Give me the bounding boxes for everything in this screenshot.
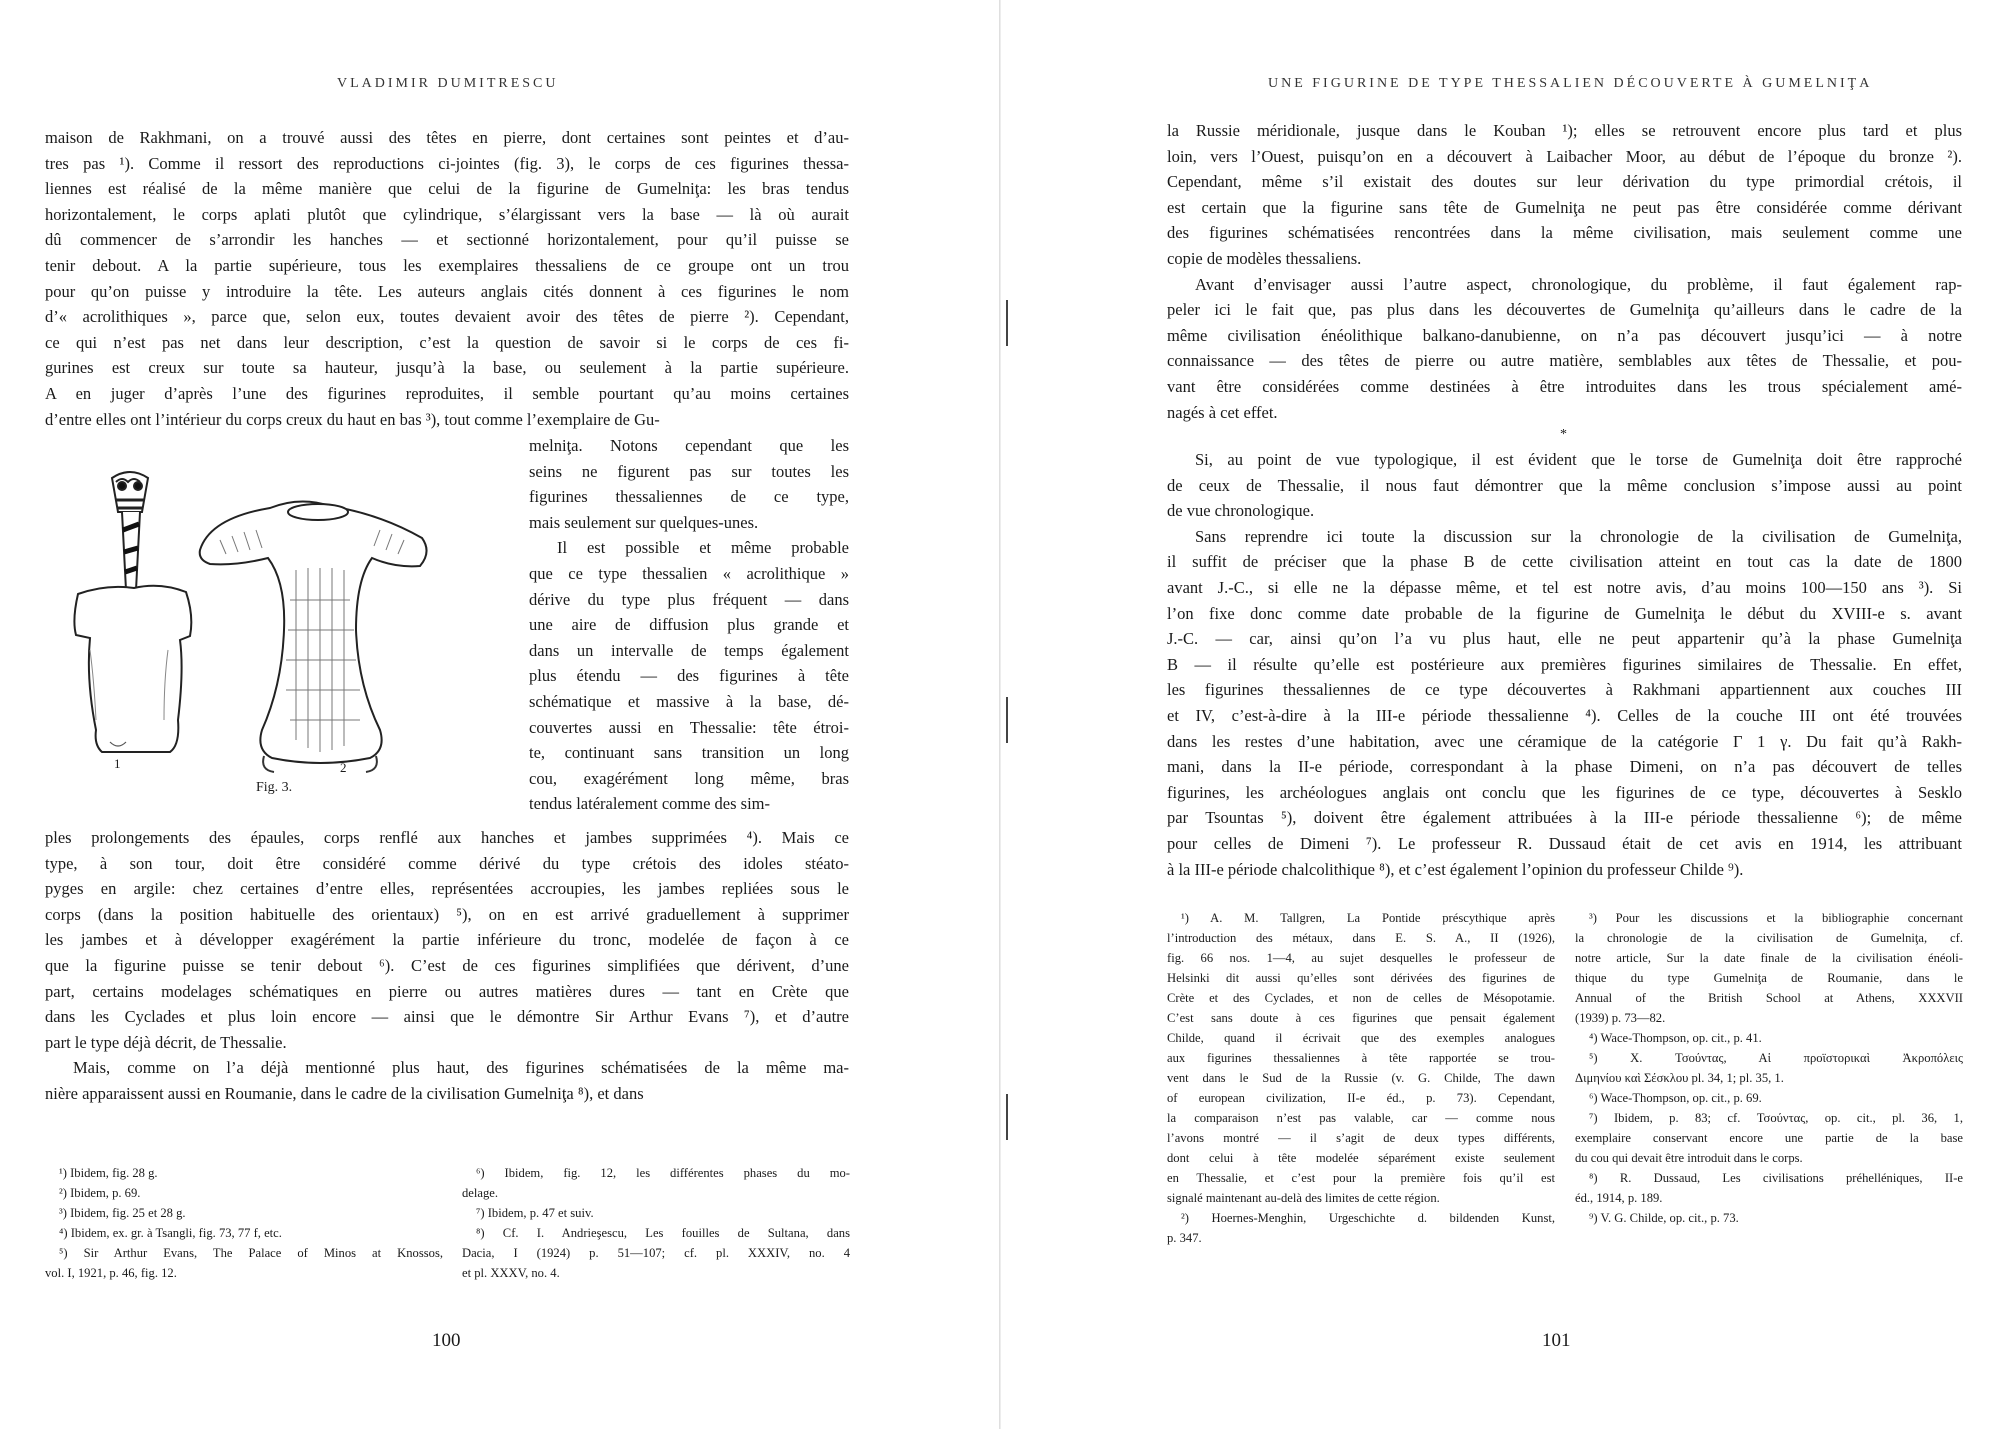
running-head-right: UNE FIGURINE DE TYPE THESSALIEN DÉCOUVERTE À GUMELNIŢA xyxy=(1268,76,1873,91)
footnote-line: la comparaison n’est pas valable, car — comme nous xyxy=(1167,1111,1555,1125)
footnote-line: ⁸) Cf. I. Andrieşescu, Les fouilles de Sultana, dans xyxy=(476,1226,850,1240)
text-line: d’entre elles ont l’intérieur du corps creux du haut en bas ³), tout comme l’exemplaire de Gu- xyxy=(45,409,660,429)
text-line: Si, au point de vue typologique, il est évident que le torse de Gumelniţa doit être rapproché xyxy=(1195,450,1962,469)
text-line: de ceux de Thessalie, il nous faut démontrer que la même conclusion s’impose aussi au point xyxy=(1167,475,1962,495)
footnote-line: ⁵) Sir Arthur Evans, The Palace of Minos at Knossos, xyxy=(59,1246,443,1260)
footnote-line: vol. I, 1921, p. 46, fig. 12. xyxy=(45,1266,177,1280)
footnote-line: ⁸) R. Dussaud, Les civilisations préhelléniques, II-e xyxy=(1589,1171,1963,1185)
text-line: corps (dans la position habituelle des orientaux) ⁵), on en est arrivé graduellement à supprimer xyxy=(45,904,849,924)
footnote-line: aux figurines thessaliennes à tête rapportée se trou- xyxy=(1167,1051,1555,1065)
footnote-line: Crète et des Cyclades, et non de celles de Mésopotamie. xyxy=(1167,991,1555,1005)
text-line: cou, exagérément long même, bras xyxy=(529,768,849,788)
text-line: Avant d’envisager aussi l’autre aspect, chronologique, du problème, il faut également rap- xyxy=(1195,274,1962,294)
footnote-line: C’est sans doute à ces figurines que pensait également xyxy=(1167,1011,1555,1025)
text-line: Sans reprendre ici toute la discussion sur la chronologie de la civilisation de Gumelniţa, xyxy=(1195,526,1962,546)
text-line: l’on fixe donc comme date probable de la figurine de Gumelniţa le début du XVIII-e s. avant xyxy=(1167,603,1962,623)
figurine-drawings xyxy=(50,460,520,790)
text-line: nière apparaissent aussi en Roumanie, dans le cadre de la civilisation Gumelniţa ⁸), et dans xyxy=(45,1083,644,1103)
footnote-line: Annual of the British School at Athens, XXXVII xyxy=(1575,991,1963,1005)
text-line: que ce type thessalien « acrolithique » xyxy=(529,563,849,583)
figure-label-1: 1 xyxy=(114,756,121,771)
footnote-line: éd., 1914, p. 189. xyxy=(1575,1191,1663,1205)
text-line: tendus latéralement comme des sim- xyxy=(529,794,771,814)
footnote-line: ⁶) Ibidem, fig. 12, les différentes phases du mo- xyxy=(476,1166,850,1180)
text-line: copie de modèles thessaliens. xyxy=(1167,248,1362,268)
footnote-line: notre article, Sur la date finale de la civilisation énéoli- xyxy=(1575,951,1963,965)
footnote-line: ⁹) V. G. Childe, op. cit., p. 73. xyxy=(1589,1211,1739,1225)
footnote-line: ¹) Ibidem, fig. 28 g. xyxy=(59,1166,158,1180)
footnote-line: ⁵) X. Τσούντας, Αἱ προϊστορικαὶ Ἀκροπόλεις xyxy=(1589,1051,1963,1065)
footnote-line: l’avons montré — il s’agit de deux types différents, xyxy=(1167,1131,1555,1145)
text-line: type, à son tour, doit être considéré comme dérivé du type crétois des idoles stéato- xyxy=(45,853,849,873)
text-line: te, continuant sans transition un long xyxy=(529,743,849,763)
footnote-line: ³) Pour les discussions et la bibliographie concernant xyxy=(1589,911,1963,925)
text-line: part, certains modelages schématiques en pierre ou autres matières dures — tant en Crète que xyxy=(45,981,849,1001)
footnote-line: (1939) p. 73—82. xyxy=(1575,1011,1666,1025)
text-line: dérive du type plus fréquent — dans xyxy=(529,589,849,609)
footnote-line: thique du type Gumelniţa de Roumanie, dans le xyxy=(1575,971,1963,985)
text-line: figurines thessaliennes de ce type, xyxy=(529,487,849,507)
text-line: est certain que la figurine sans tête de Gumelniţa ne peut pas être considérée comme dérivant xyxy=(1167,197,1962,217)
right-text-bottom xyxy=(1167,447,1962,882)
figure-3 xyxy=(50,460,520,790)
text-line: par Tsountas ⁵), doivent être également attribuées à la III-e période thessalienne ⁶); de même xyxy=(1167,808,1962,828)
text-line: tres pas ¹). Comme il ressort des reproductions ci-jointes (fig. 3), le corps de ces figurines thessa- xyxy=(45,153,849,173)
page-number-right: 101 xyxy=(1542,1330,1571,1351)
footnote-line: ⁶) Wace-Thompson, op. cit., p. 69. xyxy=(1589,1091,1762,1105)
text-line: que la figurine puisse se tenir debout ⁶). C’est de ces figurines simplifiées que dérivent, d’une xyxy=(45,955,849,975)
text-line: A en juger d’après l’une des figurines reproduites, il semble pourtant qu’au moins certaines xyxy=(45,383,849,403)
text-line: B — il résulte qu’elle est postérieure aux premières figurines similaires de Thessalie. En effet, xyxy=(1167,654,1962,674)
footnote-line: ²) Ibidem, p. 69. xyxy=(59,1186,141,1200)
text-line: les figurines thessaliennes de ce type découvertes à Rakhmani appartiennent aux couches III xyxy=(1167,680,1962,700)
text-line: la Russie méridionale, jusque dans le Kouban ¹); elles se retrouvent encore plus tard et plus xyxy=(1167,121,1962,140)
footnote-line: fig. 66 nos. 1—4, au sujet desquelles le professeur de xyxy=(1167,951,1555,965)
text-line: d’« acrolithiques », parce que, selon eux, toutes devaient avoir des têtes de pierre ²). Cependant, xyxy=(45,307,849,327)
text-line: part le type déjà décrit, de Thessalie. xyxy=(45,1032,287,1052)
footnote-line: la chronologie de la civilisation de Gumelniţa, cf. xyxy=(1575,931,1963,945)
figure-caption: Fig. 3. xyxy=(256,780,293,795)
text-line: pour qu’on puisse y introduire la tête. Les auteurs anglais cités donnent à ces figurines le nom xyxy=(45,281,849,301)
text-line: plus étendu — des figurines à tête xyxy=(529,666,849,686)
text-line: ce qui n’est pas net dans leur description, c’est la question de savoir si le corps de ces fi- xyxy=(45,332,849,352)
text-line: seins ne figurent pas sur toutes les xyxy=(529,461,849,481)
footnote-line: dont celui à tête modelée séparément existe seulement xyxy=(1167,1151,1555,1165)
footnote-line: ⁷) Ibidem, p. 83; cf. Τσούντας, op. cit., pl. 36, 1, xyxy=(1589,1111,1963,1125)
footnote-line: exemplaire conservant encore une partie de la base xyxy=(1575,1131,1963,1145)
footnote-line: Helsinki dit aussi qu’elles sont dérivées des figurines de xyxy=(1167,971,1555,985)
text-line: gurines est creux sur toute sa hauteur, jusqu’à la base, ou seulement à la partie supérieure. xyxy=(45,358,849,378)
text-line: Mais, comme on l’a déjà mentionné plus haut, des figurines schématisées de la même ma- xyxy=(73,1058,849,1078)
page-number-left: 100 xyxy=(432,1330,461,1351)
text-line: à la III-e période chalcolithique ⁸), et c’est également l’opinion du professeur Childe ⁹). xyxy=(1167,859,1744,879)
footnote-line: delage. xyxy=(462,1186,499,1200)
footnote-line: vent dans le Sud de la Russie (v. G. Childe, The dawn xyxy=(1167,1071,1555,1085)
text-line: mani, dans la II-e période, correspondant à la phase Dimeni, on n’a pas découvert de telles xyxy=(1167,757,1962,777)
left-footnotes-1 xyxy=(45,1163,443,1283)
footnote-line: p. 347. xyxy=(1167,1231,1202,1245)
right-text-top xyxy=(1167,118,1962,425)
text-line: ples prolongements des épaules, corps renflé aux hanches et jambes supprimées ⁴). Mais ce xyxy=(45,828,849,847)
text-line: horizontalement, le corps aplati plutôt que cylindrique, s’élargissant vers la base — là où aurait xyxy=(45,204,849,224)
text-line: mais seulement sur quelques-unes. xyxy=(529,512,759,532)
left-footnotes-2 xyxy=(462,1163,850,1283)
figurine-2 xyxy=(200,501,427,772)
right-footnotes-2 xyxy=(1575,908,1963,1228)
text-line: schématique et massive à la base, dé- xyxy=(529,691,849,711)
text-line: maison de Rakhmani, on a trouvé aussi des têtes en pierre, dont certaines sont peintes et d’au- xyxy=(45,128,849,147)
right-page xyxy=(1000,0,2000,1429)
text-line: J.-C. — car, ainsi qu’on l’a vu plus haut, elle ne peut appartenir qu’à la phase Gumelniţa xyxy=(1167,629,1962,649)
text-line: tenir debout. A la partie supérieure, tous les exemplaires thessaliens de ce groupe ont un trou xyxy=(45,255,849,275)
footnote-line: ⁷) Ibidem, p. 47 et suiv. xyxy=(476,1206,594,1220)
footnote-line: en Thessalie, et c’est pour la première fois qu’il est xyxy=(1167,1171,1555,1185)
text-line: melniţa. Notons cependant que les xyxy=(529,436,849,455)
text-line: figurines, les archéologues anglais ont conclu que les figurines de ce type, découvertes à Sesklo xyxy=(1167,782,1962,802)
text-line: pyges en argile: chez certaines d’entre elles, représentées accroupies, les jambes repliées sous le xyxy=(45,879,849,899)
footnote-line: Childe, quand il écrivait que des exemples analogues xyxy=(1167,1031,1555,1045)
footnote-line: ¹) A. M. Tallgren, La Pontide préscythique après xyxy=(1181,911,1555,925)
footnote-line: signalé maintenant au-delà des limites de cette région. xyxy=(1167,1191,1440,1205)
left-text-side xyxy=(529,433,849,817)
footnote-line: ³) Ibidem, fig. 25 et 28 g. xyxy=(59,1206,186,1220)
text-line: avant J.-C., si elle ne la dépasse même, et tel est notre avis, d’au moins 100—150 ans ³). Si xyxy=(1167,577,1962,597)
footnote-line: et pl. XXXV, no. 4. xyxy=(462,1266,560,1280)
footnote-line: ²) Hoernes-Menghin, Urgeschichte d. bildenden Kunst, xyxy=(1181,1211,1555,1225)
text-line: les jambes et à développer exagérément la partie inférieure du tronc, modelée de façon à ce xyxy=(45,930,849,950)
text-line: liennes est réalisé de la même manière que celui de la figurine de Gumelniţa: les bras tendus xyxy=(45,179,849,199)
text-line: nagés à cet effet. xyxy=(1167,402,1278,422)
text-line: loin, vers l’Ouest, puisqu’on en a découvert à Laibacher Moor, au début de l’époque du bronze ²). xyxy=(1167,146,1962,166)
text-line: une aire de diffusion plus grande et xyxy=(529,615,849,635)
text-line: et IV, c’est-à-dire à la III-e période thessalienne ⁴). Celles de la couche III ont été trouvées xyxy=(1167,705,1962,725)
left-text-bottom xyxy=(45,825,849,1107)
text-line: dans les Cyclades et plus loin encore — ainsi que le démontre Sir Arthur Evans ⁷), et d’autre xyxy=(45,1007,849,1027)
footnote-line: of european civilization, II-e éd., p. 73). Cependant, xyxy=(1167,1091,1555,1105)
text-line: dans un intervalle de temps également xyxy=(529,640,849,660)
section-asterisk: * xyxy=(1560,427,1567,442)
footnote-line: ⁴) Wace-Thompson, op. cit., p. 41. xyxy=(1589,1031,1762,1045)
text-line: Cependant, même s’il existait des doutes sur leur dérivation du type primordial crétois, il xyxy=(1167,172,1962,192)
text-line: peler ici le fait que, pas plus dans les découvertes de Gumelniţa qu’ailleurs dans le cadre de la xyxy=(1167,300,1962,320)
left-text-top xyxy=(45,125,849,432)
right-footnotes-1 xyxy=(1167,908,1555,1248)
text-line: des figurines schématisées rencontrées dans la même civilisation, mais seulement comme une xyxy=(1167,223,1962,243)
text-line: connaissance — des têtes de pierre ou autre matière, semblables aux têtes de Thessalie, et pou- xyxy=(1167,351,1962,371)
text-line: dans les restes d’une habitation, avec une céramique de la catégorie Γ 1 γ. Du fait qu’à Rakh- xyxy=(1167,731,1962,751)
footnote-line: Διμηνίου καὶ Σέσκλου pl. 34, 1; pl. 35, 1. xyxy=(1575,1071,1784,1085)
footnote-line: l’introduction des métaux, dans E. S. A., II (1926), xyxy=(1167,931,1555,945)
text-line: couvertes aussi en Thessalie: tête étroi- xyxy=(529,717,849,737)
footnote-line: du cou qui devait être introduit dans le corps. xyxy=(1575,1151,1803,1165)
text-line: Il est possible et même probable xyxy=(557,538,849,558)
text-line: pour celles de Dimeni ⁷). Le professeur R. Dussaud était de cet avis en 1914, les attribuant xyxy=(1167,833,1962,853)
figurine-1 xyxy=(74,472,191,752)
running-head-left: VLADIMIR DUMITRESCU xyxy=(337,76,559,91)
text-line: même civilisation énéolithique balkano-danubienne, on n’a pas découvert jusqu’ici — à notre xyxy=(1167,325,1962,345)
text-line: de vue chronologique. xyxy=(1167,501,1315,521)
text-line: il suffit de préciser que la phase B de cette civilisation atteint en tout cas la date de 1800 xyxy=(1167,552,1962,572)
text-line: vant être considérées comme destinées à être introduites dans les trous spécialement amé- xyxy=(1167,376,1962,396)
footnote-line: ⁴) Ibidem, ex. gr. à Tsangli, fig. 73, 77 f, etc. xyxy=(59,1226,282,1240)
figure-label-2: 2 xyxy=(340,760,347,775)
footnote-line: Dacia, I (1924) p. 51—107; cf. pl. XXXIV, no. 4 xyxy=(462,1246,850,1260)
text-line: dû commencer de s’arrondir les hanches — et sectionné horizontalement, pour qu’il puisse se xyxy=(45,230,849,250)
